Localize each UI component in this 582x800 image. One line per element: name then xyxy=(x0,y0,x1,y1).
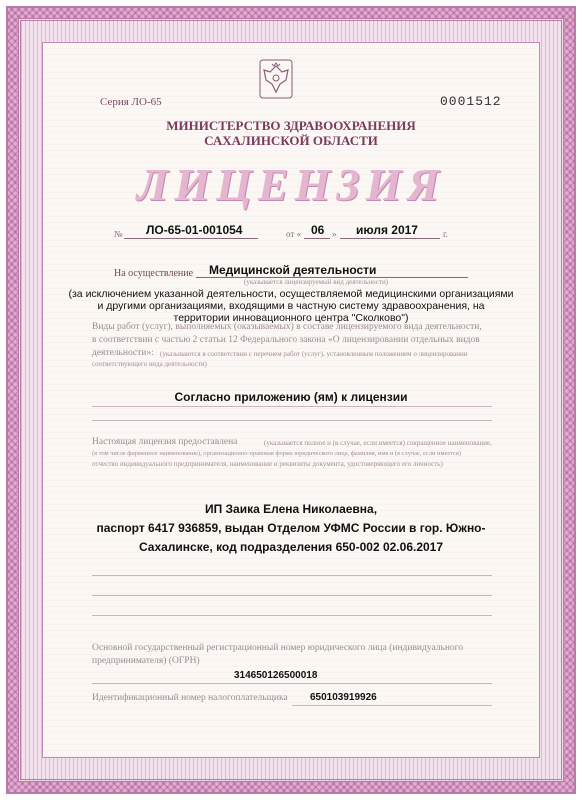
document-title: ЛИЦЕНЗИЯ xyxy=(136,159,446,210)
licensee-note-line2: (в том числе фирменное наименование), организационно-правовая форма юридического лица, фамилия, имя и (в случае, если имеется) xyxy=(92,450,461,457)
ogrn-label-line2: предпринимателя) (ОГРН) xyxy=(92,656,200,666)
licensee-passport-line2: Сахалинске, код подразделения 650-002 02.06.2017 xyxy=(138,540,444,554)
license-number: ЛО-65-01-001054 xyxy=(146,223,243,237)
activity-caption: (указывается лицензируемый вид деятельности) xyxy=(244,278,389,286)
year-suffix: г. xyxy=(443,229,448,239)
inn-label: Идентификационный номер налогоплательщика xyxy=(92,693,288,703)
license-day: 06 xyxy=(311,223,325,237)
ogrn-value: 314650126500018 xyxy=(234,670,318,681)
works-value: Согласно приложению (ям) к лицензии xyxy=(174,390,408,404)
from-label: от « xyxy=(286,229,302,239)
ministry-name-line2: САХАЛИНСКОЙ ОБЛАСТИ xyxy=(204,133,378,148)
activity-label: На осуществление xyxy=(114,268,194,279)
day-close: » xyxy=(332,229,337,239)
licensee-intro: Настоящая лицензия предоставлена xyxy=(92,437,238,447)
activity-note-line1: (за исключением указанной деятельности, осуществляемой медицинскими организациями xyxy=(68,288,514,300)
licensee-note-line1: (указывается полное и (в случае, если имеется) сокращенное наименование, xyxy=(264,439,492,447)
licensee-name: ИП Заика Елена Николаевна, xyxy=(204,502,378,516)
coat-of-arms-icon xyxy=(258,58,294,100)
activity-note-line3: территории инновационного центра "Сколково") xyxy=(173,312,409,324)
activity-value: Медицинской деятельности xyxy=(209,263,377,277)
license-form-number: 0001512 xyxy=(440,94,502,109)
license-month-year: июля 2017 xyxy=(356,223,418,237)
inn-value: 650103919926 xyxy=(310,692,377,703)
works-text-line1: Виды работ (услуг), выполняемых (оказываемых) в составе лицензируемого вида деятельности, xyxy=(92,322,482,332)
licensee-passport-line1: паспорт 6417 936859, выдан Отделом УФМС России в гор. Южно- xyxy=(96,521,486,535)
works-note-line1: (указываются в соответствии с перечнем работ (услуг), установленным положением о лицензировании xyxy=(160,350,468,358)
works-note-line2: соответствующего вида деятельности) xyxy=(92,360,207,368)
series-label: Серия ЛО-65 xyxy=(100,96,162,108)
ogrn-label-line1: Основной государственный регистрационный номер юридического лица (индивидуального xyxy=(92,643,464,653)
ministry-name-line1: МИНИСТЕРСТВО ЗДРАВООХРАНЕНИЯ xyxy=(166,118,416,133)
number-sign: № xyxy=(114,229,123,239)
activity-note-line2: и другими организациями, входящими в частную систему здравоохранения, на xyxy=(97,300,485,312)
works-text-line2: в соответствии с частью 2 статьи 12 Федерального закона «О лицензировании отдельных видов xyxy=(92,335,480,345)
works-text-line3: деятельности»: xyxy=(92,348,154,358)
licensee-note-line3: отчество индивидуального предпринимателя, наименование и реквизиты документа, удостоверяющего его личность) xyxy=(92,460,443,468)
